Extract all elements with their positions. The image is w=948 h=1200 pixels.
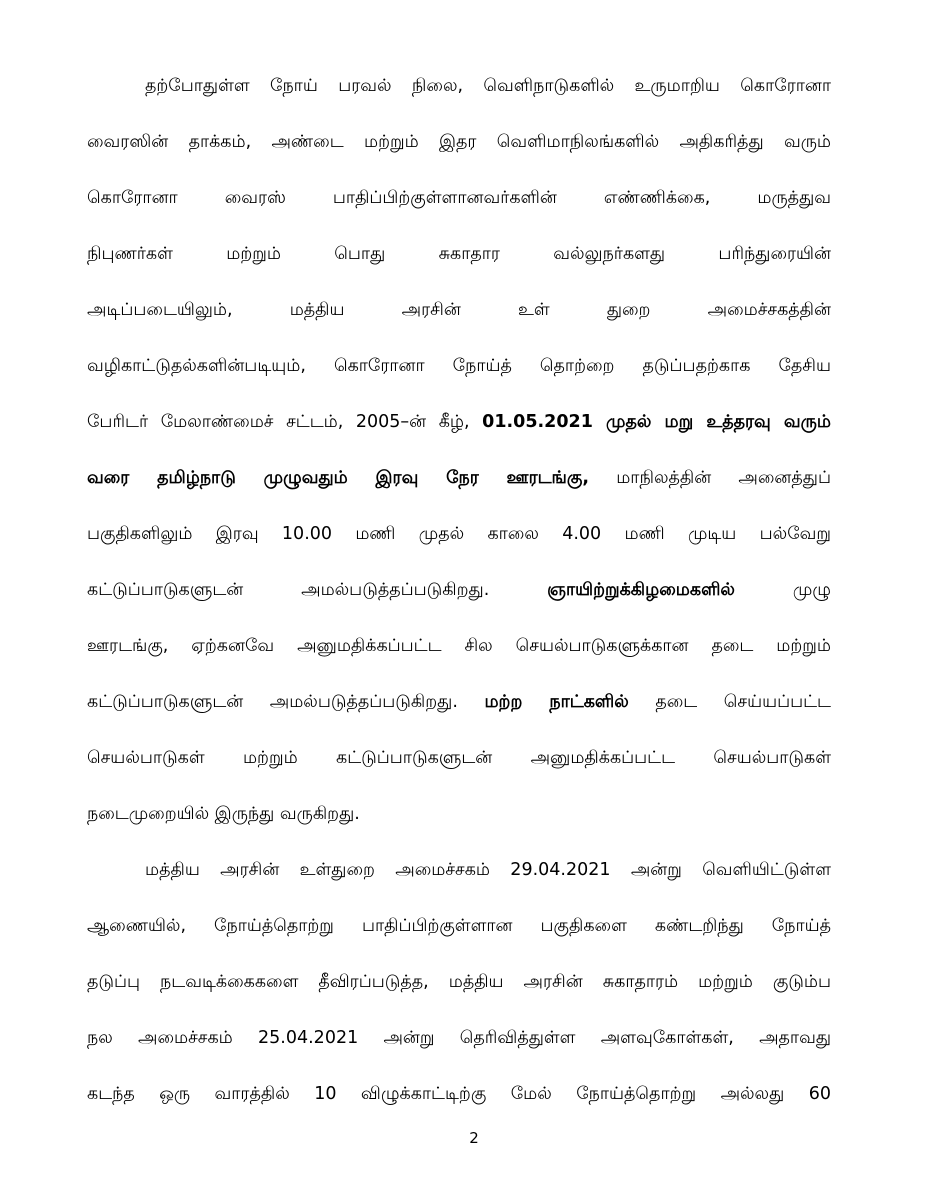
p1-line-13: செயல்பாடுகள் மற்றும் கட்டுப்பாடுகளுடன் அனுமதிக்கப்பட்ட செயல்பாடுகள் [87,748,831,768]
p1-line-9: பகுதிகளிலும் இரவு 10.00 மணி முதல் காலை 4.00 மணி முடிய பல்வேறு [87,524,831,544]
page-number: 2 [469,1129,479,1147]
p1-line-8 [87,458,831,498]
p1-line-5: அடிப்படையிலும், மத்திய அரசின் உள் துறை அமைச்சகத்தின் [87,300,831,320]
p1-line-10-text: கட்டுப்பாடுகளுடன் அமல்படுத்தப்படுகிறது. [87,580,548,600]
p1-line-7 [87,402,831,442]
p1-line-4: நிபுணர்கள் மற்றும் பொது சுகாதார வல்லுநர்களது பரிந்துரையின் [87,244,831,264]
p2-line-1: மத்திய அரசின் உள்துறை அமைச்சகம் 29.04.2021 அன்று வெளியிட்டுள்ள [145,860,831,880]
p1-line-8-bold: வரை தமிழ்நாடு முழுவதும் இரவு நேர ஊரடங்கு, [87,468,589,488]
p1-line-3: கொரோனா வைரஸ் பாதிப்பிற்குள்ளானவர்களின் எண்ணிக்கை, மருத்துவ [87,188,831,208]
p1-line-10 [87,570,831,610]
p1-line-12-tail: தடை செய்யப்பட்ட [628,692,831,712]
p2-line-3: தடுப்பு நடவடிக்கைகளை தீவிரப்படுத்த, மத்திய அரசின் சுகாதாரம் மற்றும் குடும்ப [87,972,831,992]
p1-line-10-tail: முழு [734,580,831,600]
p2-line-4: நல அமைச்சகம் 25.04.2021 அன்று தெரிவித்துள்ள அளவுகோள்கள், அதாவது [87,1028,831,1048]
p1-line-14: நடைமுறையில் இருந்து வருகிறது. [87,804,360,824]
p1-line-12 [87,682,831,722]
p1-line-7-bold: 01.05.2021 முதல் மறு உத்தரவு வரும் [482,412,831,432]
p1-line-8-text: மாநிலத்தின் அனைத்துப் [588,468,831,488]
p2-line-5: கடந்த ஒரு வாரத்தில் 10 விழுக்காட்டிற்கு மேல் நோய்த்தொற்று அல்லது 60 [87,1084,831,1104]
p2-line-2: ஆணையில், நோய்த்தொற்று பாதிப்பிற்குள்ளான பகுதிகளை கண்டறிந்து நோய்த் [87,916,831,936]
p1-line-10-bold: ஞாயிற்றுக்கிழமைகளில் [547,580,735,600]
p1-line-11: ஊரடங்கு, ஏற்கனவே அனுமதிக்கப்பட்ட சில செயல்பாடுகளுக்கான தடை மற்றும் [87,636,831,656]
p1-line-6: வழிகாட்டுதல்களின்படியும், கொரோனா நோய்த் தொற்றை தடுப்பதற்காக தேசிய [87,356,831,376]
p1-line-12-bold: மற்ற நாட்களில் [484,692,629,712]
p1-line-2: வைரஸின் தாக்கம், அண்டை மற்றும் இதர வெளிமாநிலங்களில் அதிகரித்து வரும் [87,132,831,152]
p1-line-1: தற்போதுள்ள நோய் பரவல் நிலை, வெளிநாடுகளில் உருமாறிய கொரோனா [145,76,831,96]
p1-line-7-text: பேரிடர் மேலாண்மைச் சட்டம், 2005–ன் கீழ், [87,412,483,432]
p1-line-12-text: கட்டுப்பாடுகளுடன் அமல்படுத்தப்படுகிறது. [87,692,485,712]
